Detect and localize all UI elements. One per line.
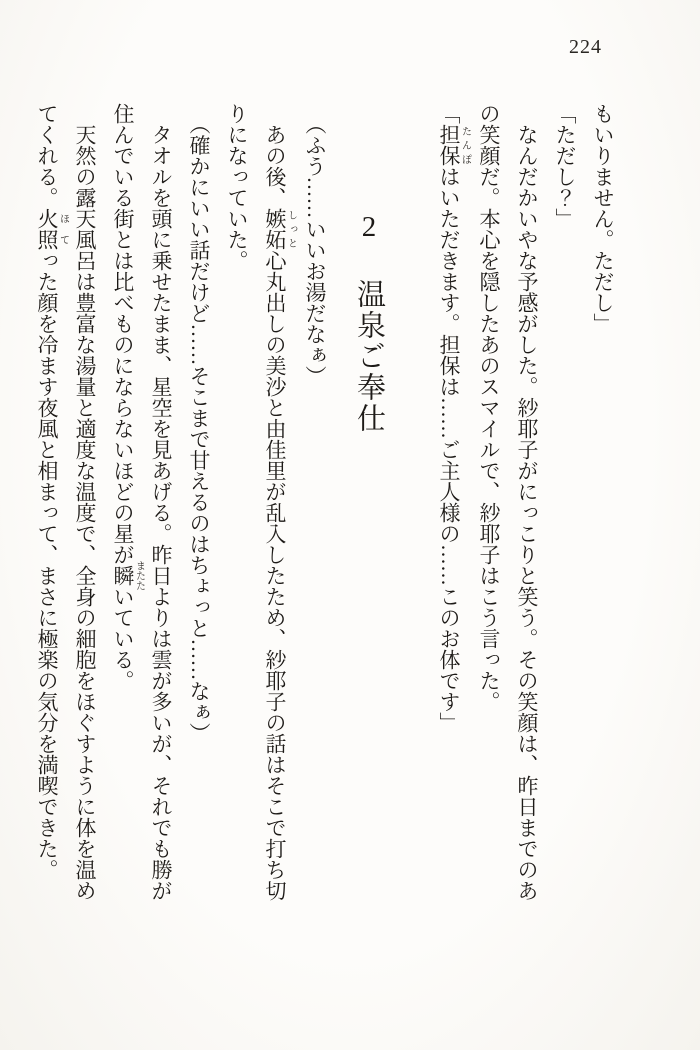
furigana-annotated-word: 嫉妬しっと: [263, 208, 297, 250]
text-paragraph-7: （確かにいい話だけど……そこまで甘えるのはちょっと……なぁ）: [187, 103, 211, 744]
body-text-flow: [22, 103, 622, 903]
text-paragraph-2: なんだかいやな予感がした。紗耶子がにっこりと笑う。その笑顔は、昨日までのあの笑顔だ。本心を隠したあのスマイルで、紗耶子はこう言った。: [477, 103, 539, 901]
text-paragraph-5: （ふう……いいお湯だなぁ）: [303, 103, 327, 387]
furigana-annotated-word: 瞬またた: [111, 560, 145, 591]
text-paragraph-8: タオルを頭に乗せたまま、星空を見あげる。昨日よりは雲が多いが、それでも勝が住んでいる街とは比べものにならないほどの星が瞬またたいている。: [111, 103, 173, 901]
chapter-number: 2: [353, 211, 385, 245]
text-paragraph-6: あの後、嫉妬しっと心丸出しの美沙と由佳里が乱入したため、紗耶子の話はそこで打ち切りになっていた。: [225, 103, 297, 901]
furigana-annotated-word: 担保たんぽ: [437, 124, 471, 166]
text-paragraph-3: 「担保たんぽはいただきます。担保は……ご主人様の……このお体です」: [437, 103, 471, 733]
text-paragraph-0: もいりません。ただし」: [591, 103, 615, 334]
text-paragraph-1: 「ただし？」: [553, 103, 577, 229]
text-paragraph-9: 天然の露天風呂は豊富な湯量と適度な温度で、全身の細胞をほぐすように体を温めてくれる。火照ほてった顔を冷ます夜風と相まって、まさに極楽の気分を満喫できた。: [35, 103, 97, 901]
chapter-heading: [350, 103, 388, 903]
chapter-title: 温泉ご奉仕: [353, 279, 385, 434]
page-number: 224: [569, 36, 602, 58]
furigana-annotated-word: 火照ほて: [35, 208, 69, 250]
